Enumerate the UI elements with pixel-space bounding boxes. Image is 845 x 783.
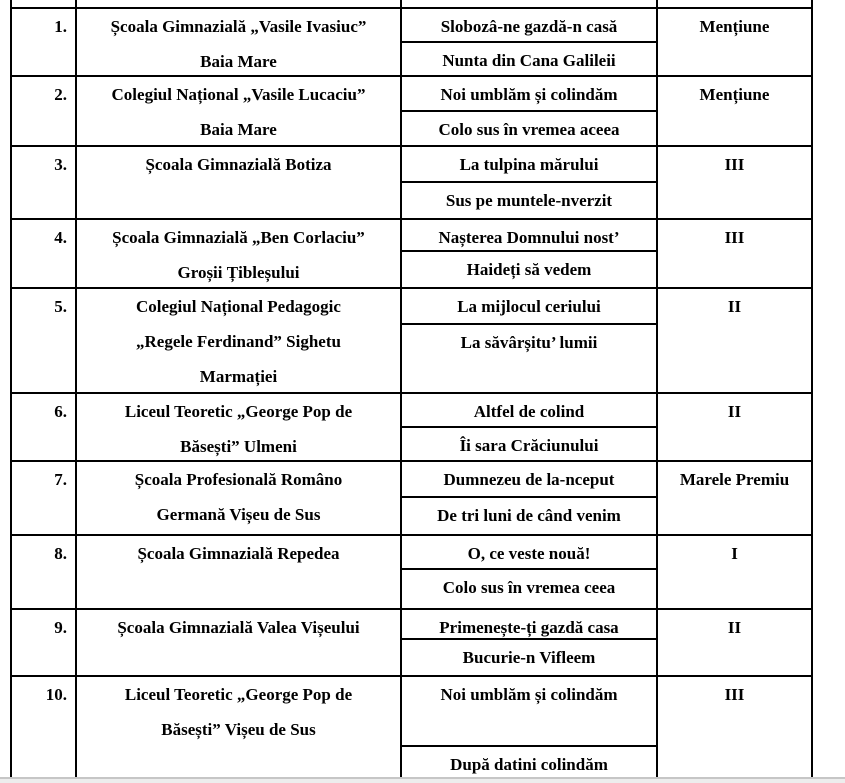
rank-cell: 8. [12,536,77,608]
table-row [12,77,811,147]
school-name-line: Băsești” Ulmeni [180,437,297,456]
school-name-line: Școala Gimnazială Botiza [145,155,332,174]
school-name-line: Baia Mare [200,52,277,71]
school-cell [77,610,402,675]
song-title-2: Nunta din Cana Galileii [442,51,616,70]
song-cell [402,462,658,534]
table-row [12,462,811,536]
table-row [12,677,811,777]
school-cell [77,289,402,394]
school-name-line: „Regele Ferdinand” Sighetu [136,332,341,351]
award-cell: II [727,618,742,637]
award-cell: III [724,155,745,174]
song-title-1: Nașterea Domnului nost’ [402,220,656,252]
award-cell [658,0,811,7]
table-row [12,536,811,610]
school-cell [77,77,402,147]
song-cell [402,0,658,7]
award-cell: III [724,685,745,704]
song-cell [402,610,658,675]
school-name-line: Marmației [199,367,278,386]
school-name-line: Școala Gimnazială „Vasile Ivasiuc” [110,17,367,36]
school-name-line: Germană Vișeu de Sus [156,505,321,524]
song-cell [402,536,658,608]
rank-cell: 9. [12,610,77,675]
award-cell: I [731,544,738,563]
song-cell [402,77,658,147]
school-cell [77,220,402,290]
song-cell [402,220,658,290]
song-cell [402,9,658,79]
school-cell [77,394,402,464]
rank-cell: 4. [12,220,77,290]
song-title-2: Sus pe muntele-nverzit [445,191,613,210]
award-cell: Mențiune [699,17,770,36]
school-cell [77,9,402,79]
song-cell [402,677,658,782]
school-name-line: Groșii Țibleșului [177,263,300,282]
song-title-2: După datini colindăm [450,755,608,774]
school-cell [77,677,402,782]
school-name-line: Liceul Teoretic „George Pop de [124,685,353,704]
school-name-line: Baia Mare [200,120,277,139]
rank-cell: 10. [12,677,77,782]
school-name-line: Școala Gimnazială Repedea [137,544,340,563]
song-title-1: Dumnezeu de la-nceput [402,462,656,498]
song-title-1: Altfel de colind [402,394,656,428]
school-cell [77,0,402,7]
rank-cell [12,0,77,7]
song-title-1: La mijlocul ceriului [402,289,656,325]
table-row [12,394,811,462]
school-name-line: Liceul Teoretic „George Pop de [124,402,353,421]
table-row [12,289,811,394]
school-name-line: Colegiul Național Pedagogic [136,297,341,316]
results-table [10,0,813,777]
school-name-line: Școala Gimnazială „Ben Corlaciu” [112,228,365,247]
school-name-line: Colegiul Național „Vasile Lucaciu” [111,85,366,104]
song-title-2: De tri luni de când venim [437,506,621,525]
rank-cell: 7. [12,462,77,534]
school-cell [77,536,402,608]
song-title-2: Haideți să vedem [466,260,592,279]
song-title-1: Noi umblăm și colindăm [402,677,656,747]
school-cell [77,147,402,218]
table-row [12,147,811,220]
song-title-1: Slobozâ-ne gazdă-n casă [402,9,656,43]
award-cell: Marele Premiu [679,470,790,489]
song-title-1: Noi umblăm și colindăm [402,77,656,112]
rank-cell: 3. [12,147,77,218]
table-row [12,220,811,289]
rank-cell: 5. [12,289,77,394]
rank-cell: 2. [12,77,77,147]
school-name-line: Școala Profesională Româno [134,470,343,489]
song-cell [402,394,658,464]
song-title-2: Îi sara Crăciunului [459,436,599,455]
rank-cell: 6. [12,394,77,464]
award-cell: II [727,402,742,421]
school-name-line: Băsești” Vișeu de Sus [161,720,316,739]
award-cell: II [727,297,742,316]
song-title-2: Colo sus în vremea aceea [438,120,620,139]
song-cell [402,289,658,394]
song-title-2: La săvârșitu’ lumii [460,333,598,352]
table-row [12,610,811,677]
song-title-1: O, ce veste nouă! [402,536,656,570]
song-cell [402,147,658,218]
award-cell: III [724,228,745,247]
rank-cell: 1. [12,9,77,79]
school-name-line: Școala Gimnazială Valea Vișeului [117,618,360,637]
song-title-2: Bucurie-n Vifleem [462,648,596,667]
song-title-1: La tulpina mărului [402,147,656,183]
table-row-partial [12,0,811,9]
table-row [12,9,811,77]
award-cell: Mențiune [699,85,770,104]
page-bottom-edge [0,777,845,783]
school-cell [77,462,402,534]
song-title-2: Colo sus în vremea ceea [442,578,616,597]
song-title-1: Primenește-ți gazdă casa [402,610,656,640]
